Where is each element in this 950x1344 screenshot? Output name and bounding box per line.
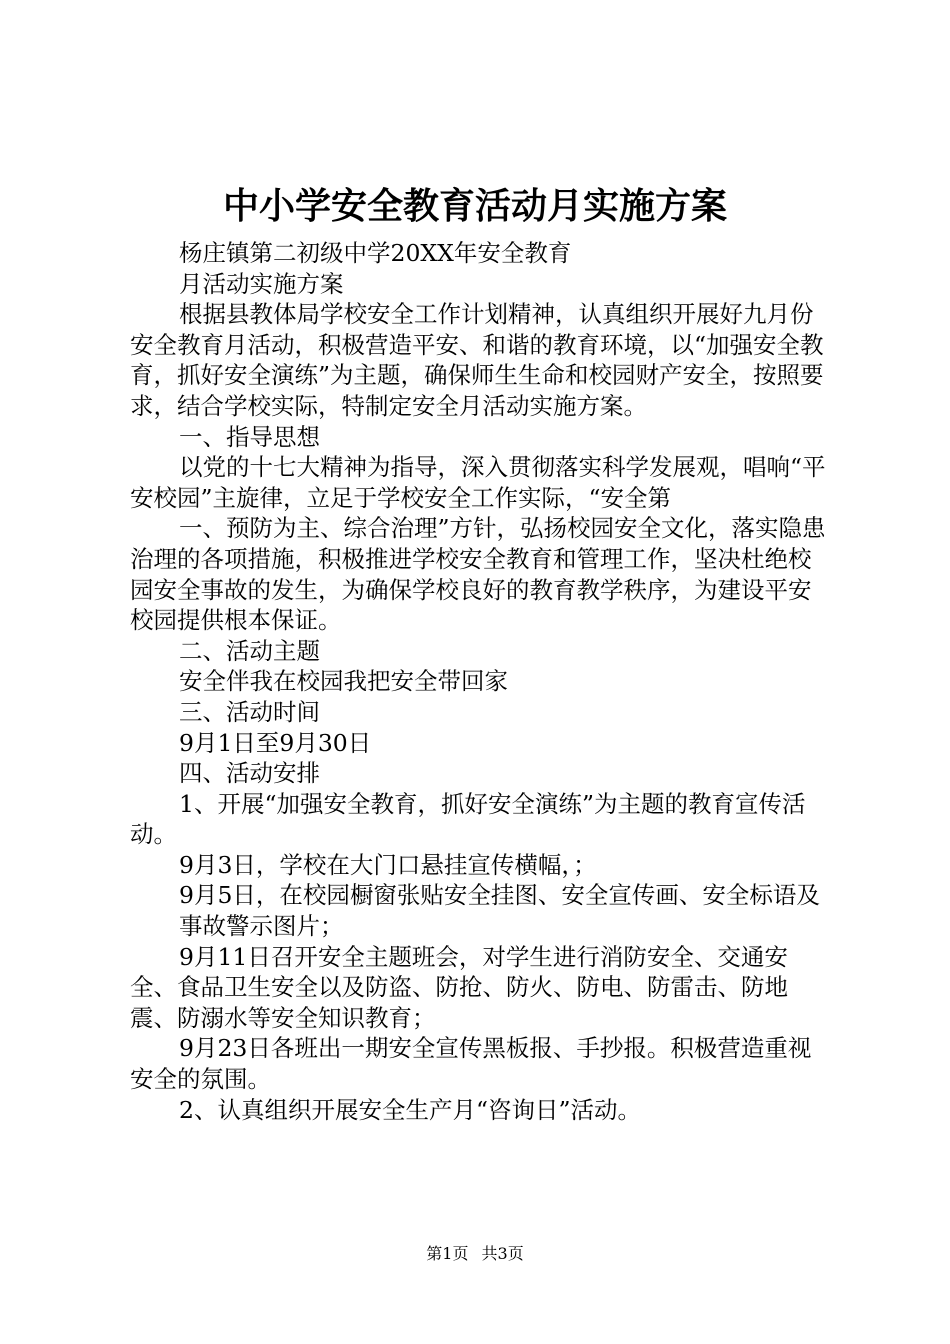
paragraph: 月活动实施方案 bbox=[179, 269, 344, 298]
section-heading: 二、活动主题 bbox=[179, 636, 320, 665]
paragraph: 事故警示图片； bbox=[179, 912, 344, 941]
paragraph: 9月5日，在校园橱窗张贴安全挂图、安全宣传画、安全标语及 bbox=[179, 881, 820, 910]
paragraph: 一、预防为主、综合治理”方针，弘扬校园安全文化，落实隐患治理的各项措施，积极推进学校安全教育和管理工作，坚决杜绝校园安全事故的发生，为确保学校良好的教育教学秩序，为建设平安校园提供根本保证。 bbox=[130, 514, 826, 635]
paragraph: 2、认真组织开展安全生产月“咨询日”活动。 bbox=[179, 1095, 641, 1124]
section-heading: 四、活动安排 bbox=[179, 759, 320, 788]
document-title: 中小学安全教育活动月实施方案 bbox=[222, 186, 727, 227]
paragraph: 9月11日召开安全主题班会，对学生进行消防安全、交通安全、食品卫生安全以及防盗、防抢、防火、防电、防雷击、防地震、防溺水等安全知识教育； bbox=[130, 942, 788, 1032]
paragraph: 安全伴我在校园我把安全带回家 bbox=[179, 667, 508, 696]
paragraph: 1、开展“加强安全教育，抓好安全演练”为主题的教育宣传活动。 bbox=[130, 789, 806, 849]
paragraph: 9月3日，学校在大门口悬挂宣传横幅，； bbox=[179, 850, 597, 879]
page-total: 共3页 bbox=[481, 1244, 524, 1263]
page-number: 第1页 bbox=[426, 1244, 469, 1263]
section-heading: 三、活动时间 bbox=[179, 697, 320, 726]
paragraph: 9月1日至9月30日 bbox=[179, 728, 372, 757]
section-heading: 一、指导思想 bbox=[179, 422, 320, 451]
paragraph: 9月23日各班出一期安全宣传黑板报、手抄报。积极营造重视安全的氛围。 bbox=[130, 1034, 812, 1094]
document-body bbox=[130, 238, 830, 1125]
paragraph: 以党的十七大精神为指导，深入贯彻落实科学发展观，唱响“平安校园”主旋律，立足于学校安全工作实际，“安全第 bbox=[130, 453, 826, 512]
paragraph: 根据县教体局学校安全工作计划精神，认真组织开展好九月份安全教育月活动，积极营造平安、和谐的教育环境，以“加强安全教育，抓好安全演练”为主题，确保师生生命和校园财产安全，按照要求，结合学校实际，特制定安全月活动实施方案。 bbox=[130, 300, 824, 420]
page-footer bbox=[0, 1243, 950, 1265]
paragraph: 杨庄镇第二初级中学20XX年安全教育 bbox=[179, 239, 572, 267]
